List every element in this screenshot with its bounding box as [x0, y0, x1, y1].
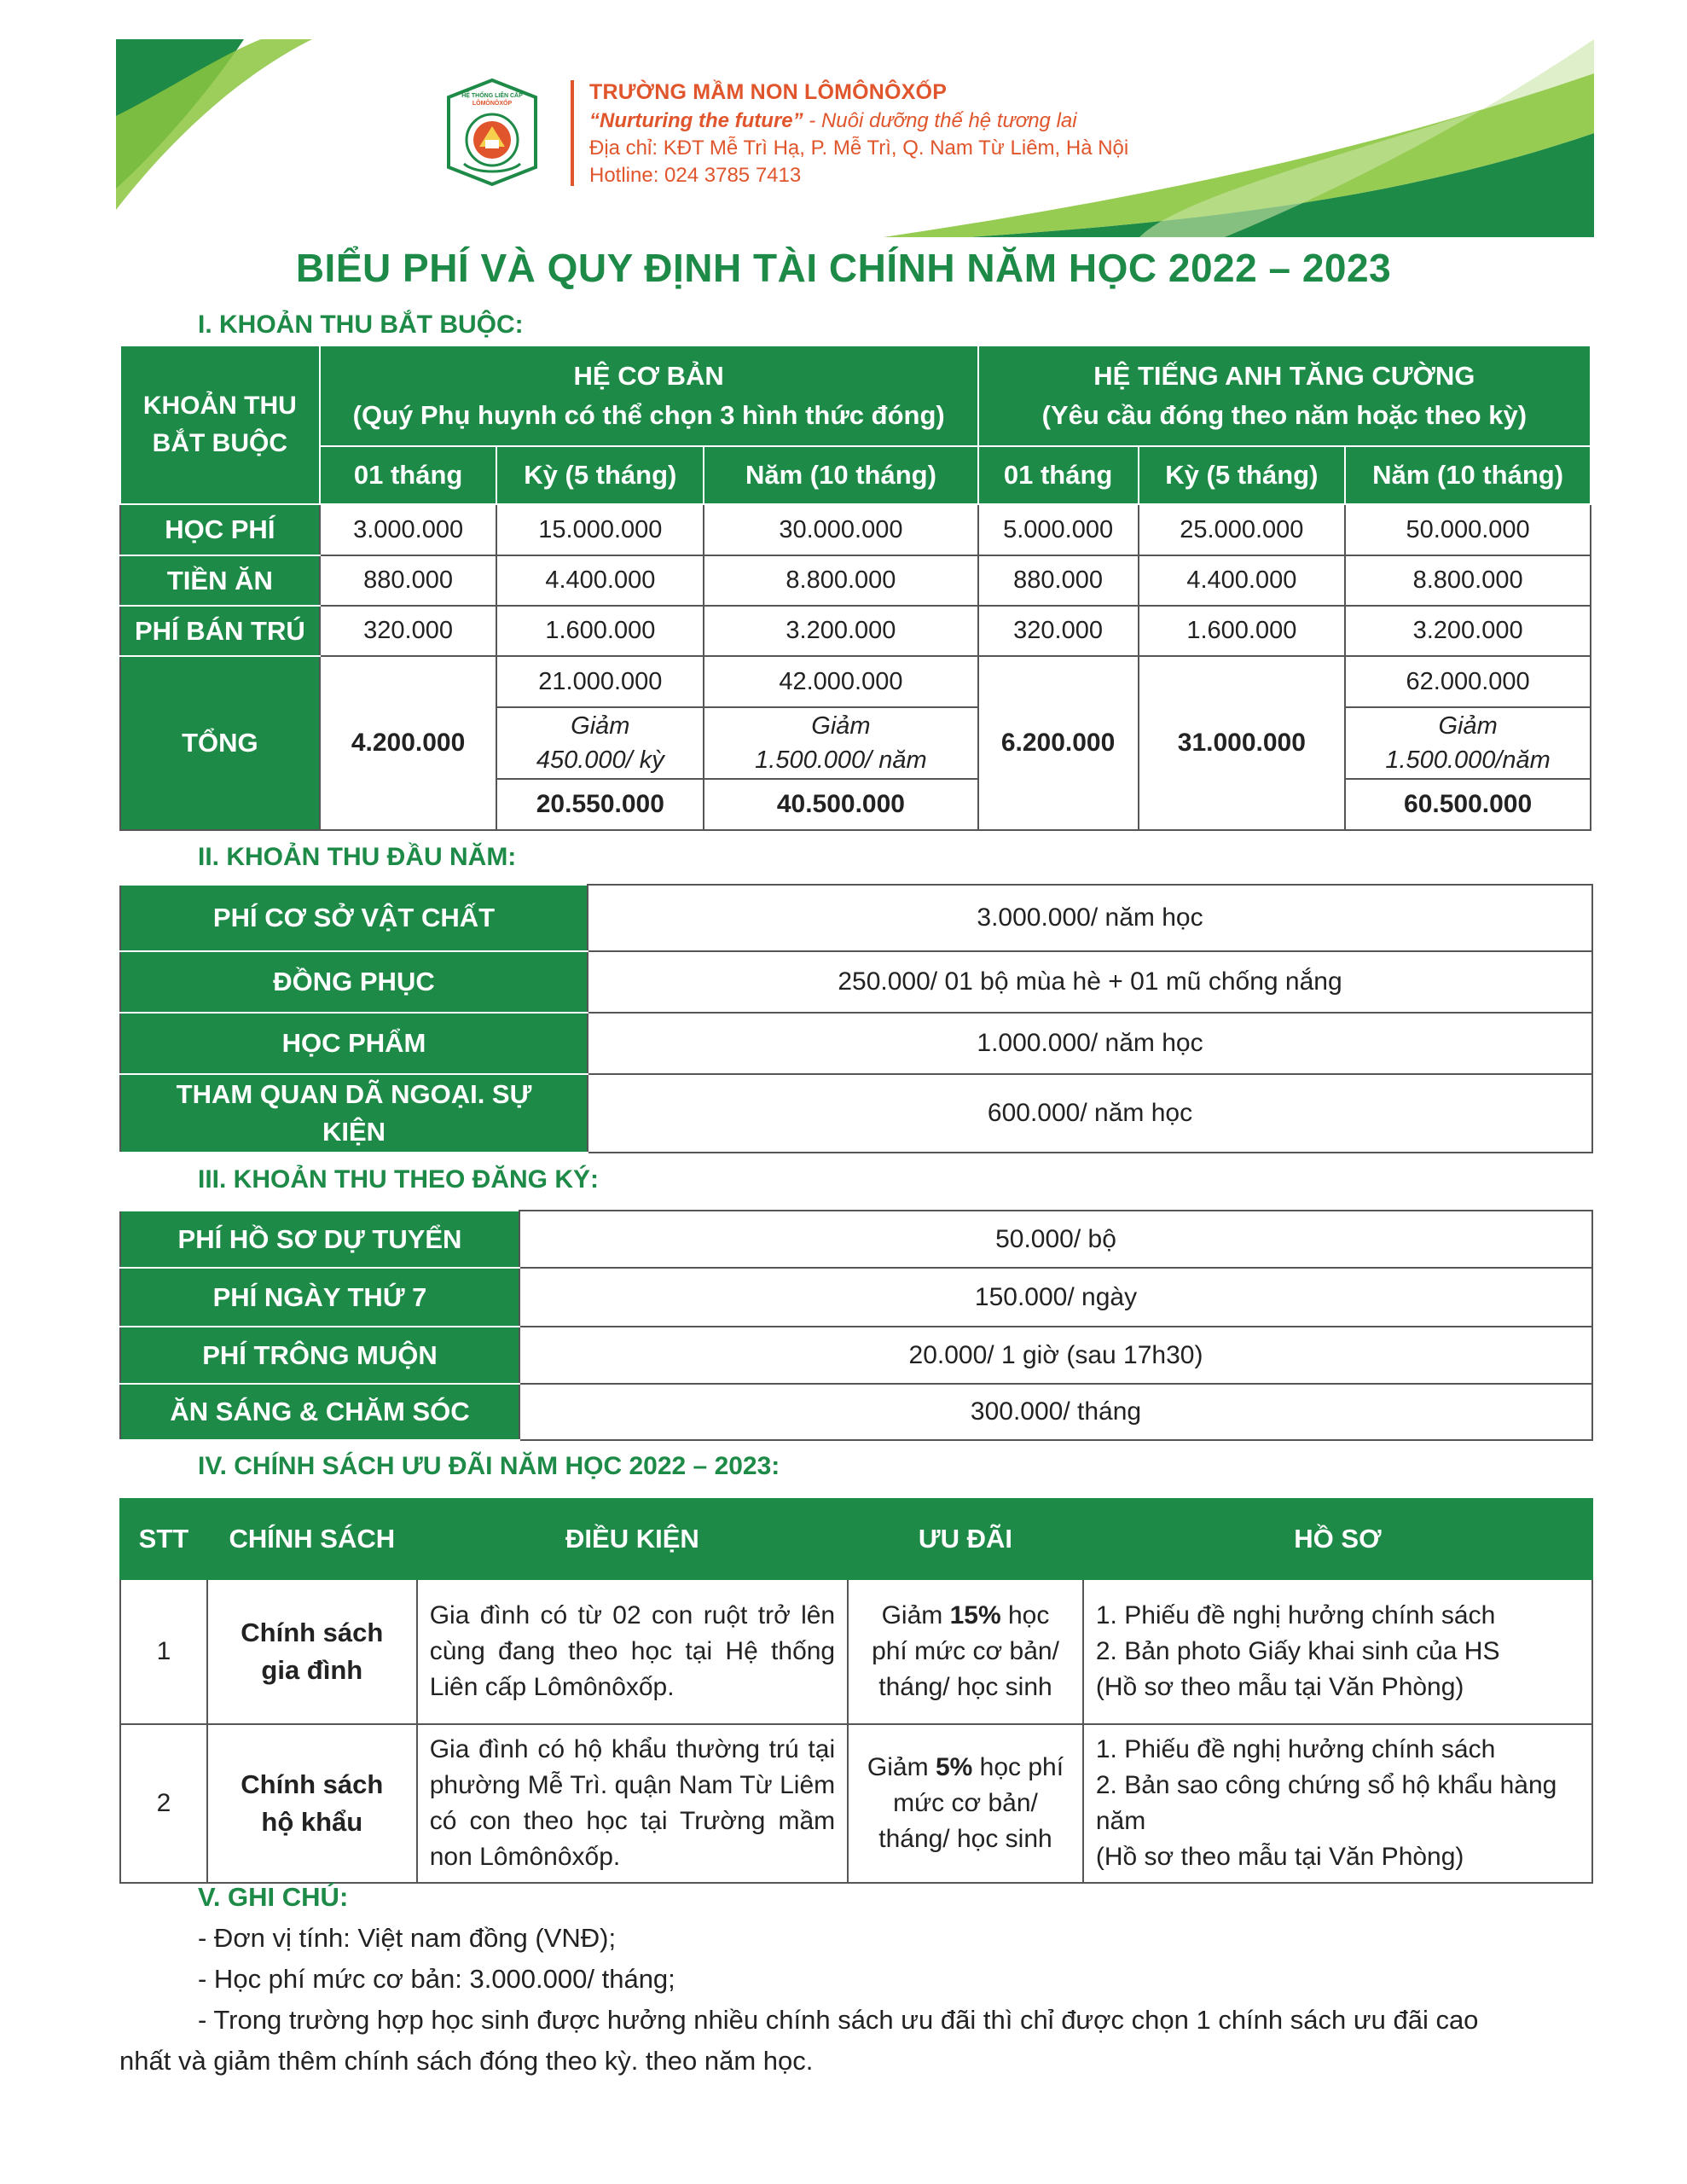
table-row — [120, 951, 1592, 1013]
fee-label: PHÍ HỒ SƠ DỰ TUYỂN — [120, 1211, 519, 1268]
offer-percent: 5% — [935, 1753, 973, 1781]
fee-cell: 8.800.000 — [1345, 555, 1591, 606]
table-row — [120, 1074, 1592, 1153]
basic-program-subtitle: (Quý Phụ huynh có thể chọn 3 hình thức đóng) — [352, 400, 945, 430]
total-english-year-net: 60.500.000 — [1345, 779, 1591, 830]
school-name: TRƯỜNG MẦM NON LÔMÔNÔXỐP — [589, 80, 948, 104]
registration-fees-table — [119, 1210, 1593, 1441]
notes-title: V. GHI CHÚ: — [198, 1882, 349, 1912]
offer-suffix: học phí mức cơ bản/ tháng/ học sinh — [878, 1753, 1064, 1853]
english-year-discount — [1345, 707, 1591, 779]
note-item: nhất và giảm thêm chính sách đóng theo kỳ. theo năm học. — [119, 2046, 814, 2076]
total-basic-term-gross: 21.000.000 — [496, 656, 704, 707]
note-item: - Học phí mức cơ bản: 3.000.000/ tháng; — [198, 1964, 675, 1994]
fee-value: 600.000/ năm học — [588, 1074, 1592, 1153]
document-title: BIỂU PHÍ VÀ QUY ĐỊNH TÀI CHÍNH NĂM HỌC 2022 – 2023 — [295, 246, 1392, 290]
table-row — [120, 1384, 1592, 1440]
basic-term-discount — [496, 707, 704, 779]
period-header: Kỳ (5 tháng) — [496, 446, 704, 504]
document-item: 2. Bản sao công chứng sổ hộ khẩu hàng năm — [1095, 1771, 1557, 1835]
fee-cell: 5.000.000 — [978, 504, 1139, 555]
discount-amount: 1.500.000/năm — [1385, 746, 1551, 774]
row-number: 2 — [120, 1724, 207, 1883]
offer-prefix: Giảm — [881, 1601, 950, 1629]
document-item: 2. Bản photo Giấy khai sinh của HS — [1095, 1637, 1500, 1665]
fee-label: HỌC PHẨM — [120, 1013, 588, 1074]
fee-value: 3.000.000/ năm học — [588, 885, 1592, 951]
total-label: TỔNG — [120, 656, 320, 830]
total-row — [120, 656, 1591, 707]
discount-label: Giảm — [811, 712, 871, 740]
basic-program-title: HỆ CƠ BẢN — [573, 361, 724, 391]
school-logo — [445, 78, 539, 190]
section-2-title: II. KHOẢN THU ĐẦU NĂM: — [198, 843, 517, 871]
fee-value: 250.000/ 01 bộ mùa hè + 01 mũ chống nắng — [588, 951, 1592, 1013]
table-row — [120, 504, 1591, 555]
table-row — [120, 1579, 1592, 1724]
slogan-vietnamese: - Nuôi dưỡng thế hệ tương lai — [803, 109, 1077, 132]
discount-label: Giảm — [1438, 712, 1498, 740]
note-item: - Đơn vị tính: Việt nam đồng (VNĐ); — [198, 1923, 617, 1953]
fee-value: 150.000/ ngày — [519, 1268, 1592, 1327]
total-basic-year-gross: 42.000.000 — [704, 656, 977, 707]
column-header: STT — [120, 1499, 207, 1579]
column-header: ĐIỀU KIỆN — [417, 1499, 848, 1579]
row-label: TIỀN ĂN — [120, 555, 320, 606]
column-header: ƯU ĐÃI — [848, 1499, 1083, 1579]
note-item: - Trong trường hợp học sinh được hưởng nhiều chính sách ưu đãi thì chỉ được chọn 1 chính sách ưu đãi cao — [198, 2005, 1479, 2035]
fee-value: 1.000.000/ năm học — [588, 1013, 1592, 1074]
english-program-header — [978, 346, 1591, 446]
basic-year-discount — [704, 707, 977, 779]
header-divider — [571, 80, 574, 186]
policy-documents — [1083, 1724, 1592, 1883]
offer-suffix: học phí mức cơ bản/ tháng/ học sinh — [872, 1601, 1059, 1701]
school-slogan — [589, 109, 1077, 133]
period-header: Năm (10 tháng) — [1345, 446, 1591, 504]
table-row — [120, 1013, 1592, 1074]
total-english-year-gross: 62.000.000 — [1345, 656, 1591, 707]
table-row — [120, 606, 1591, 656]
table-row — [120, 1327, 1592, 1384]
corner-header: KHOẢN THU BẮT BUỘC — [120, 346, 320, 504]
document-item: (Hồ sơ theo mẫu tại Văn Phòng) — [1095, 1843, 1464, 1871]
fee-cell: 3.200.000 — [1345, 606, 1591, 656]
column-header: HỒ SƠ — [1083, 1499, 1592, 1579]
policy-name: Chính sách gia đình — [207, 1579, 417, 1724]
incentive-policy-table — [119, 1498, 1593, 1884]
table-row — [120, 1211, 1592, 1268]
fee-cell: 8.800.000 — [704, 555, 977, 606]
policy-name: Chính sách hộ khẩu — [207, 1724, 417, 1883]
policy-documents — [1083, 1579, 1592, 1724]
school-hotline: Hotline: 024 3785 7413 — [589, 164, 802, 187]
total-basic-year-net: 40.500.000 — [704, 779, 977, 830]
total-basic-term-net: 20.550.000 — [496, 779, 704, 830]
total-english-term: 31.000.000 — [1139, 656, 1346, 830]
document-item: 1. Phiếu đề nghị hưởng chính sách — [1095, 1735, 1496, 1763]
row-label: HỌC PHÍ — [120, 504, 320, 555]
policy-condition: Gia đình có từ 02 con ruột trở lên cùng đang theo học tại Hệ thống Liên cấp Lômônôxốp. — [417, 1579, 848, 1724]
fee-label: THAM QUAN DÃ NGOẠI. SỰ KIỆN — [120, 1074, 588, 1153]
period-header: 01 tháng — [320, 446, 497, 504]
fee-cell: 50.000.000 — [1345, 504, 1591, 555]
fee-value: 50.000/ bộ — [519, 1211, 1592, 1268]
fee-label: PHÍ TRÔNG MUỘN — [120, 1327, 519, 1384]
fee-cell: 15.000.000 — [496, 504, 704, 555]
offer-percent: 15% — [949, 1601, 1001, 1629]
policy-offer — [848, 1579, 1083, 1724]
fee-cell: 25.000.000 — [1139, 504, 1346, 555]
fee-cell: 1.600.000 — [1139, 606, 1346, 656]
discount-label: Giảm — [571, 712, 630, 740]
table-row — [120, 555, 1591, 606]
total-english-month: 6.200.000 — [978, 656, 1139, 830]
fee-cell: 1.600.000 — [496, 606, 704, 656]
english-program-title: HỆ TIẾNG ANH TĂNG CƯỜNG — [1093, 361, 1475, 391]
table-row — [120, 885, 1592, 951]
row-number: 1 — [120, 1579, 207, 1724]
total-basic-month: 4.200.000 — [320, 656, 497, 830]
header-banner — [116, 39, 1594, 237]
table-row — [120, 1724, 1592, 1883]
fee-value: 300.000/ tháng — [519, 1384, 1592, 1440]
document-item: (Hồ sơ theo mẫu tại Văn Phòng) — [1095, 1673, 1464, 1701]
fee-label: PHÍ CƠ SỞ VẬT CHẤT — [120, 885, 588, 951]
fee-cell: 880.000 — [978, 555, 1139, 606]
svg-text:HỆ THỐNG LIÊN CẤP: HỆ THỐNG LIÊN CẤP — [461, 93, 523, 99]
english-program-subtitle: (Yêu cầu đóng theo năm hoặc theo kỳ) — [1041, 400, 1528, 430]
section-4-title: IV. CHÍNH SÁCH ƯU ĐÃI NĂM HỌC 2022 – 2023: — [198, 1452, 780, 1480]
fee-cell: 320.000 — [978, 606, 1139, 656]
fee-label: ĂN SÁNG & CHĂM SÓC — [120, 1384, 519, 1440]
period-header: Năm (10 tháng) — [704, 446, 977, 504]
period-header: Kỳ (5 tháng) — [1139, 446, 1346, 504]
section-1-title: I. KHOẢN THU BẮT BUỘC: — [198, 311, 524, 339]
policy-condition: Gia đình có hộ khẩu thường trú tại phường Mễ Trì. quận Nam Từ Liêm có con theo học tại Trường mầm non Lômônôxốp. — [417, 1724, 848, 1883]
document-item: 1. Phiếu đề nghị hưởng chính sách — [1095, 1601, 1496, 1629]
row-label: PHÍ BÁN TRÚ — [120, 606, 320, 656]
fee-cell: 4.400.000 — [1139, 555, 1346, 606]
fee-cell: 320.000 — [320, 606, 497, 656]
fee-cell: 3.000.000 — [320, 504, 497, 555]
discount-amount: 1.500.000/ năm — [755, 746, 927, 774]
fee-cell: 3.200.000 — [704, 606, 977, 656]
fee-label: PHÍ NGÀY THỨ 7 — [120, 1268, 519, 1327]
svg-text:LÔMÔNÔXỐP: LÔMÔNÔXỐP — [472, 101, 513, 107]
start-of-year-fees-table — [119, 884, 1593, 1153]
fee-cell: 30.000.000 — [704, 504, 977, 555]
basic-program-header — [320, 346, 978, 446]
school-address: Địa chỉ: KĐT Mễ Trì Hạ, P. Mễ Trì, Q. Nam Từ Liêm, Hà Nội — [589, 136, 1129, 160]
mandatory-fees-table — [119, 345, 1591, 831]
discount-amount: 450.000/ kỳ — [536, 746, 664, 774]
fee-cell: 4.400.000 — [496, 555, 704, 606]
section-3-title: III. KHOẢN THU THEO ĐĂNG KÝ: — [198, 1165, 599, 1194]
slogan-english: “Nurturing the future” — [589, 109, 803, 132]
offer-prefix: Giảm — [867, 1753, 936, 1781]
policy-offer — [848, 1724, 1083, 1883]
table-row — [120, 1268, 1592, 1327]
period-header: 01 tháng — [978, 446, 1139, 504]
fee-value: 20.000/ 1 giờ (sau 17h30) — [519, 1327, 1592, 1384]
fee-label: ĐỒNG PHỤC — [120, 951, 588, 1013]
column-header: CHÍNH SÁCH — [207, 1499, 417, 1579]
fee-cell: 880.000 — [320, 555, 497, 606]
